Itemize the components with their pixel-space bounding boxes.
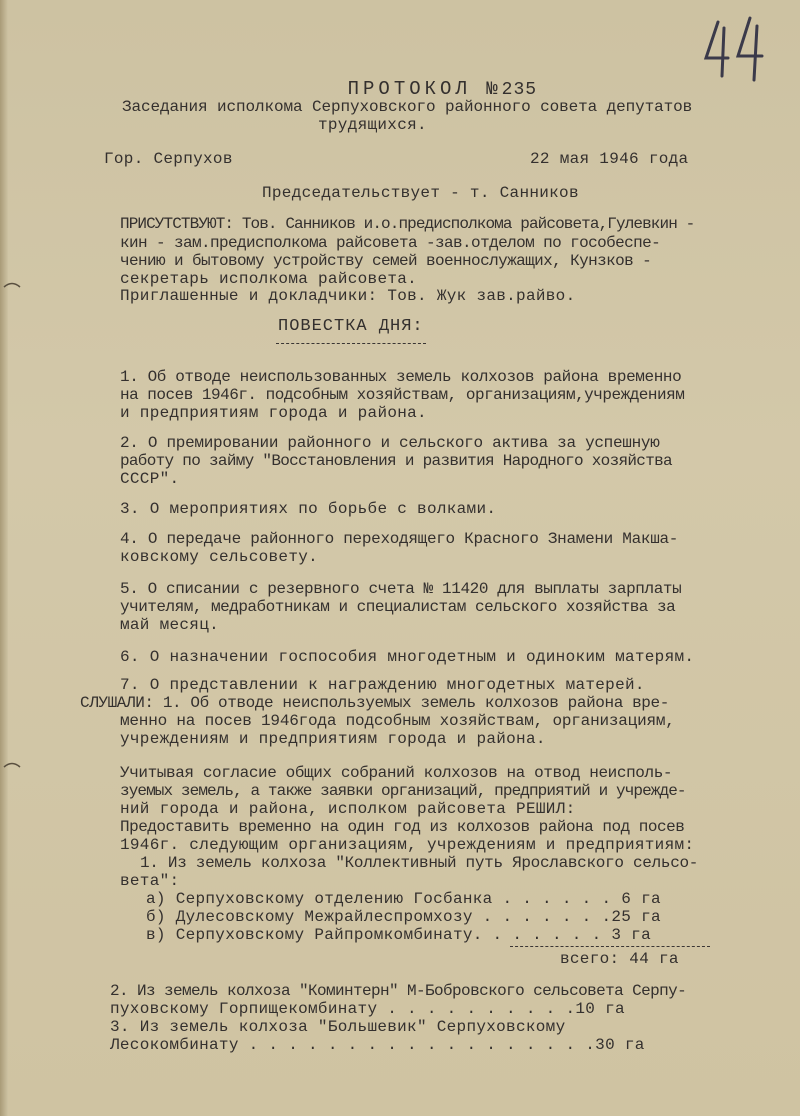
allocation-2-line-1: 2. Из земель колхоза "Коминтерн" М-Бобровского сельсовета Серпу- <box>110 982 687 1000</box>
allocation-total: всего: 44 га <box>560 950 679 968</box>
protocol-number: 235 <box>501 80 538 100</box>
resolution-line-2: зуемых земель, а также заявки организаций, предприятий и учрежде- <box>120 782 686 800</box>
handwritten-page-number <box>700 14 770 86</box>
date: 22 мая 1946 года <box>530 150 689 168</box>
resolution-line-7: вета": <box>120 872 180 890</box>
agenda-item-2-line-2: работу по займу "Восстановления и развития Народного хозяйства <box>120 452 672 470</box>
allocation-3-line-2: Лесокомбинату . . . . . . . . . . . . . . . . . .30 га <box>110 1036 645 1054</box>
punch-mark <box>2 760 22 774</box>
heard-line-1: СЛУШАЛИ: 1. Об отводе неиспользуемых земель колхозов района вре- <box>80 694 669 712</box>
subtitle-line-2: трудящихся. <box>318 116 427 134</box>
present-line-4: секретарь исполкома райсовета. <box>120 270 418 288</box>
allocation-a: а) Серпуховскому отделению Госбанка . . . . . . 6 га <box>146 890 661 908</box>
punch-mark <box>2 280 22 294</box>
present-line-2: кин - зам.предисполкома райсовета -зав.отделом по гособеспе- <box>120 234 661 252</box>
chairman: Председательствует - т. Санников <box>262 184 579 202</box>
present-line-3: чению и бытовому устройству семей военнослужащих, Кунзков - <box>120 252 652 270</box>
agenda-item-2-line-3: СССР". <box>120 470 180 488</box>
agenda-item-6: 6. О назначении госпособия многодетным и одиноким матерям. <box>120 648 695 666</box>
agenda-item-5-line-3: май месяц. <box>120 616 220 634</box>
resolution-line-5: 1946г. следующим организациям, учреждениям и предприятиям: <box>120 836 695 854</box>
agenda-item-1-line-2: на посев 1946г. подсобным хозяйствам, организациям,учреждениям <box>120 386 685 404</box>
resolution-line-3: ний города и района, исполком райсовета РЕШИЛ: <box>120 800 576 818</box>
heard-line-3: учреждениям и предприятиям города и района. <box>120 730 546 748</box>
agenda-item-4-line-2: ковскому сельсовету. <box>120 548 319 566</box>
allocation-v: в) Серпуховскому Райпромкомбинату. . . . . . . 3 га <box>146 926 651 944</box>
agenda-item-1-line-3: и предприятиям города и района. <box>120 404 427 422</box>
agenda-item-4-line-1: 4. О передаче районного переходящего Красного Знамени Макша- <box>120 530 679 548</box>
agenda-item-5-line-2: учителям, медработникам и специалистам сельского хозяйства за <box>120 598 676 616</box>
invited: Приглашенные и докладчики: Тов. Жук зав.райво. <box>120 287 576 305</box>
agenda-item-3: 3. О мероприятиях по борьбе с волками. <box>120 500 497 518</box>
total-separator <box>510 946 710 947</box>
agenda-underline <box>276 343 426 344</box>
allocation-b: б) Дулесовскому Межрайлеспромхозу . . . . . . .25 га <box>146 908 661 926</box>
resolution-line-6: 1. Из земель колхоза "Коллективный путь Ярославского сельсо- <box>140 854 699 872</box>
title-text: ПРОТОКОЛ № <box>347 78 502 100</box>
resolution-line-4: Предоставить временно на один год из колхозов района под посев <box>120 818 685 836</box>
heard-line-2: менно на посев 1946года подсобным хозяйствам, организациям, <box>120 712 675 730</box>
resolution-line-1: Учитывая согласие общих собраний колхозов на отвод неисполь- <box>120 764 673 782</box>
agenda-item-2-line-1: 2. О премировании районного и сельского актива за успешную <box>120 434 660 452</box>
allocation-2-line-2: пуховскому Горпищекомбинату . . . . . . . . . .10 га <box>110 1000 625 1018</box>
agenda-item-1-line-1: 1. Об отводе неиспользованных земель колхозов района временно <box>120 368 682 386</box>
allocation-3-line-1: 3. Из земель колхоза "Большевик" Серпуховскому <box>110 1018 566 1036</box>
agenda-item-7: 7. О представлении к награждению многодетных матерей. <box>120 676 645 694</box>
present-line-1: ПРИСУТСТВУЮТ: Тов. Санников и.о.предисполкома райсовета,Гулевкин - <box>120 215 695 233</box>
place: Гор. Серпухов <box>104 150 233 168</box>
agenda-item-5-line-1: 5. О списании с резервного счета № 11420 для выплаты зарплаты <box>120 580 682 598</box>
agenda-heading: ПОВЕСТКА ДНЯ: <box>278 317 424 336</box>
subtitle-line-1: Заседания исполкома Серпуховского районного совета депутатов <box>122 98 693 116</box>
